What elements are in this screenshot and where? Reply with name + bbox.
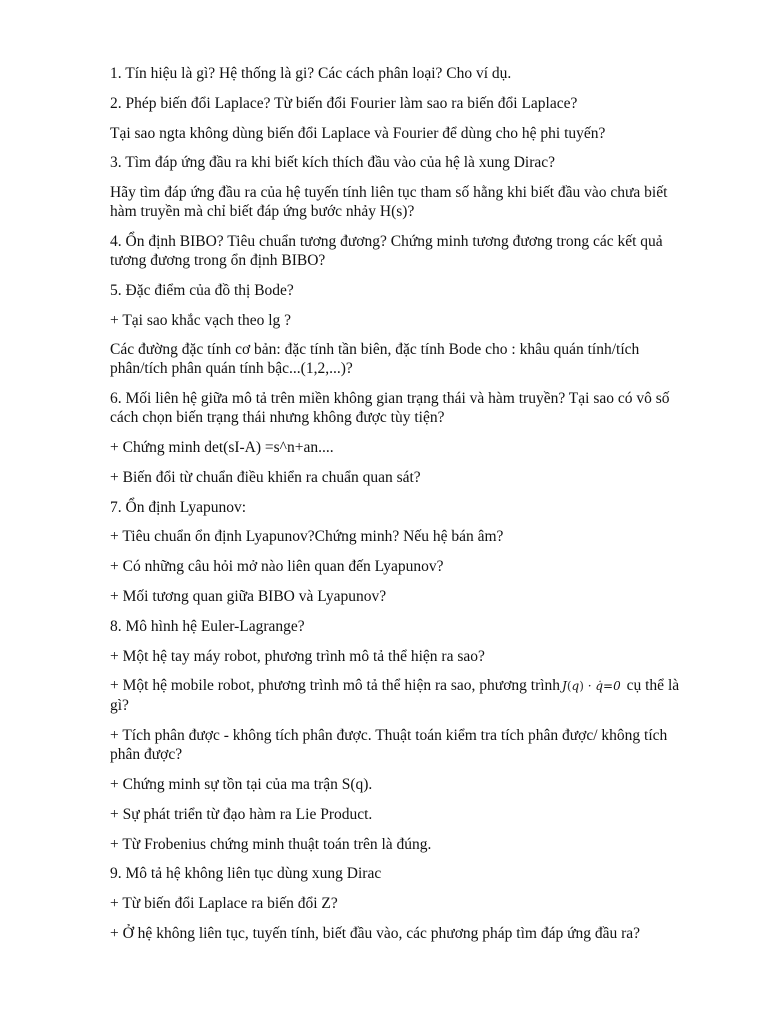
paragraph-q9-z-transform: + Từ biến đổi Laplace ra biến đổi Z? [110, 895, 338, 913]
mobile-robot-text-after: cụ thể là gì? [110, 677, 680, 715]
paragraph-q9-discrete-response: + Ở hệ không liên tục, tuyến tính, biết đầu vào, các phương pháp tìm đáp ứng đầu ra? [110, 924, 641, 942]
constraint-formula: J(q) · q̇=0 [562, 679, 621, 694]
paragraph-q6-canonical: + Biến đổi từ chuẩn điều khiển ra chuẩn quan sát? [110, 468, 421, 486]
paragraph-q7-criterion: + Tiêu chuẩn ổn định Lyapunov?Chứng minh? Nếu hệ bán âm? [110, 528, 504, 546]
paragraph-q8-lie-product: + Sự phát triển từ đạo hàm ra Lie Product. [110, 805, 373, 823]
paragraph-q7: 7. Ổn định Lyapunov: [110, 498, 247, 516]
paragraph-q5-lg: + Tại sao khắc vạch theo lg ? [110, 311, 292, 329]
paragraph-q5-characteristics: Các đường đặc tính cơ bản: đặc tính tần biên, đặc tính Bode cho : khâu quán tính/tích phân/tích phân quán tính bậc...(1,2,...)? [110, 341, 640, 378]
paragraph-q6-det: + Chứng minh det(sI-A) =s^n+an.... [110, 438, 334, 456]
paragraph-q3-followup: Hãy tìm đáp ứng đầu ra của hệ tuyến tính liên tục tham số hằng khi biết đầu vào chưa biết hàm truyền mà chỉ biết đáp ứng bước nhảy H(s)? [110, 184, 668, 221]
paragraph-q9: 9. Mô tả hệ không liên tục dùng xung Dirac [110, 865, 382, 883]
mobile-robot-text-before: + Một hệ mobile robot, phương trình mô tả thể hiện ra sao, phương trình [110, 677, 561, 695]
paragraph-q4: 4. Ổn định BIBO? Tiêu chuẩn tương đương? Chứng minh tương đương trong các kết quả tương đương trong ổn định BIBO? [110, 232, 663, 269]
paragraph-q8-frobenius: + Từ Frobenius chứng minh thuật toán trên là đúng. [110, 835, 432, 853]
paragraph-q7-bibo-lyapunov: + Mối tương quan giữa BIBO và Lyapunov? [110, 587, 387, 605]
paragraph-q1: 1. Tín hiệu là gì? Hệ thống là gi? Các cách phân loại? Cho ví dụ. [110, 65, 512, 82]
paragraph-q8-mobile-robot [110, 676, 690, 715]
paragraph-q2-followup: Tại sao ngta không dùng biến đổi Laplace và Fourier để dùng cho hệ phi tuyến? [110, 124, 606, 142]
paragraph-q8-robot-arm: + Một hệ tay máy robot, phương trình mô tả thể hiện ra sao? [110, 647, 485, 665]
paragraph-q8: 8. Mô hình hệ Euler-Lagrange? [110, 617, 305, 635]
paragraph-q7-open-questions: + Có những câu hỏi mở nào liên quan đến Lyapunov? [110, 558, 444, 576]
paragraph-q2: 2. Phép biến đổi Laplace? Từ biến đổi Fourier làm sao ra biến đổi Laplace? [110, 94, 578, 112]
paragraph-q8-integrability: + Tích phân được - không tích phân được. Thuật toán kiểm tra tích phân được/ không tích phân được? [110, 727, 668, 764]
paragraph-q8-sq-matrix: + Chứng minh sự tồn tại của ma trận S(q). [110, 775, 373, 793]
paragraph-q5: 5. Đặc điểm của đồ thị Bode? [110, 281, 294, 299]
document-body [110, 64, 690, 954]
paragraph-q3: 3. Tìm đáp ứng đầu ra khi biết kích thích đầu vào của hệ là xung Dirac? [110, 154, 555, 172]
paragraph-q6: 6. Mối liên hệ giữa mô tả trên miền không gian trạng thái và hàm truyền? Tại sao có vô số cách chọn biến trạng thái nhưng không được tùy tiện? [110, 390, 670, 427]
